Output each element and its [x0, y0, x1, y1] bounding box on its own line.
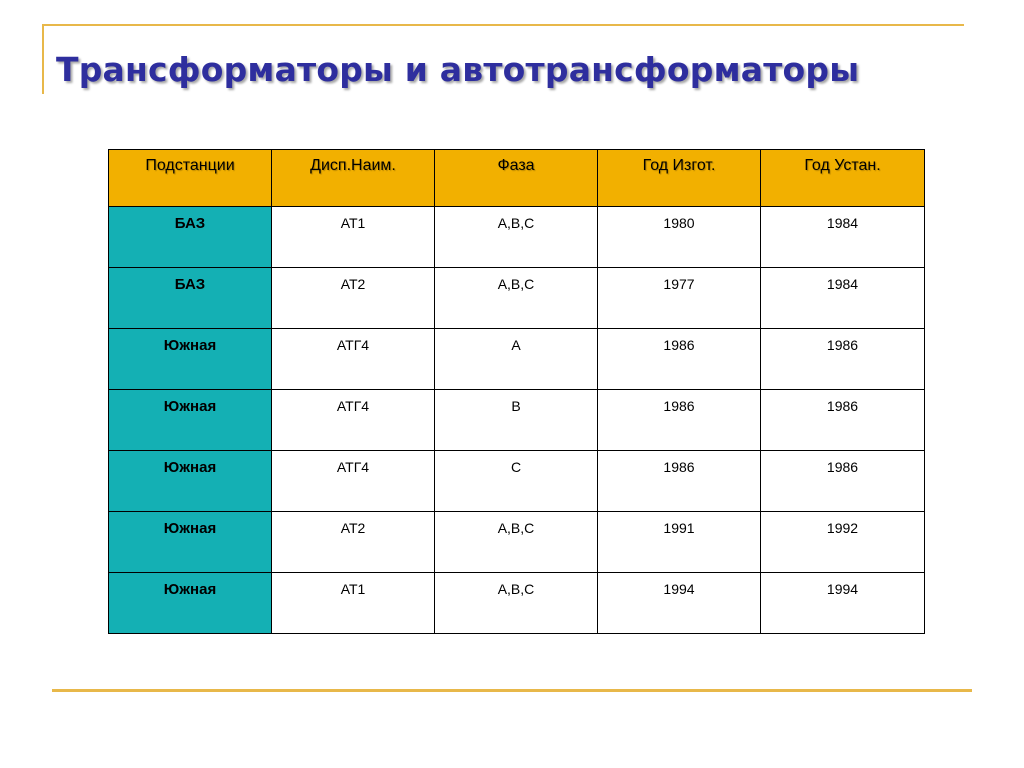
- cell-year-made: 1991: [598, 512, 761, 573]
- cell-year-installed: 1986: [761, 451, 925, 512]
- header-substation: Подстанции: [109, 150, 272, 207]
- cell-year-made: 1994: [598, 573, 761, 634]
- header-dispatch-name: Дисп.Наим.: [272, 150, 435, 207]
- table-row: [109, 390, 925, 451]
- cell-year-made: 1980: [598, 207, 761, 268]
- table-row: [109, 268, 925, 329]
- cell-year-made: 1986: [598, 390, 761, 451]
- cell-year-installed: 1986: [761, 390, 925, 451]
- table-row: [109, 512, 925, 573]
- cell-year-installed: 1984: [761, 207, 925, 268]
- cell-phase: С: [435, 451, 598, 512]
- cell-phase: А,В,С: [435, 512, 598, 573]
- cell-phase: А: [435, 329, 598, 390]
- cell-year-made: 1986: [598, 451, 761, 512]
- cell-year-made: 1986: [598, 329, 761, 390]
- header-phase: Фаза: [435, 150, 598, 207]
- cell-dispatch-name: АТ2: [272, 268, 435, 329]
- cell-phase: А,В,С: [435, 573, 598, 634]
- cell-dispatch-name: АТГ4: [272, 329, 435, 390]
- cell-dispatch-name: АТГ4: [272, 451, 435, 512]
- frame-left-line: [42, 24, 44, 94]
- cell-year-installed: 1992: [761, 512, 925, 573]
- cell-year-made: 1977: [598, 268, 761, 329]
- cell-substation: Южная: [109, 573, 272, 634]
- cell-substation: Южная: [109, 390, 272, 451]
- cell-phase: А,В,С: [435, 207, 598, 268]
- cell-year-installed: 1994: [761, 573, 925, 634]
- cell-substation: Южная: [109, 329, 272, 390]
- table-row: [109, 207, 925, 268]
- cell-substation: Южная: [109, 512, 272, 573]
- cell-dispatch-name: АТ2: [272, 512, 435, 573]
- transformers-table: [108, 149, 925, 634]
- slide-title: Трансформаторы и автотрансформаторы: [56, 50, 860, 89]
- cell-substation: БАЗ: [109, 207, 272, 268]
- header-year-made: Год Изгот.: [598, 150, 761, 207]
- frame-bottom-line: [52, 689, 972, 692]
- cell-substation: Южная: [109, 451, 272, 512]
- table-row: [109, 329, 925, 390]
- cell-phase: В: [435, 390, 598, 451]
- table-row: [109, 451, 925, 512]
- cell-substation: БАЗ: [109, 268, 272, 329]
- cell-dispatch-name: АТГ4: [272, 390, 435, 451]
- header-year-installed: Год Устан.: [761, 150, 925, 207]
- cell-dispatch-name: АТ1: [272, 573, 435, 634]
- frame-top-line: [42, 24, 964, 26]
- cell-dispatch-name: АТ1: [272, 207, 435, 268]
- cell-year-installed: 1984: [761, 268, 925, 329]
- table-row: [109, 573, 925, 634]
- cell-year-installed: 1986: [761, 329, 925, 390]
- cell-phase: А,В,С: [435, 268, 598, 329]
- table-header-row: [109, 150, 925, 207]
